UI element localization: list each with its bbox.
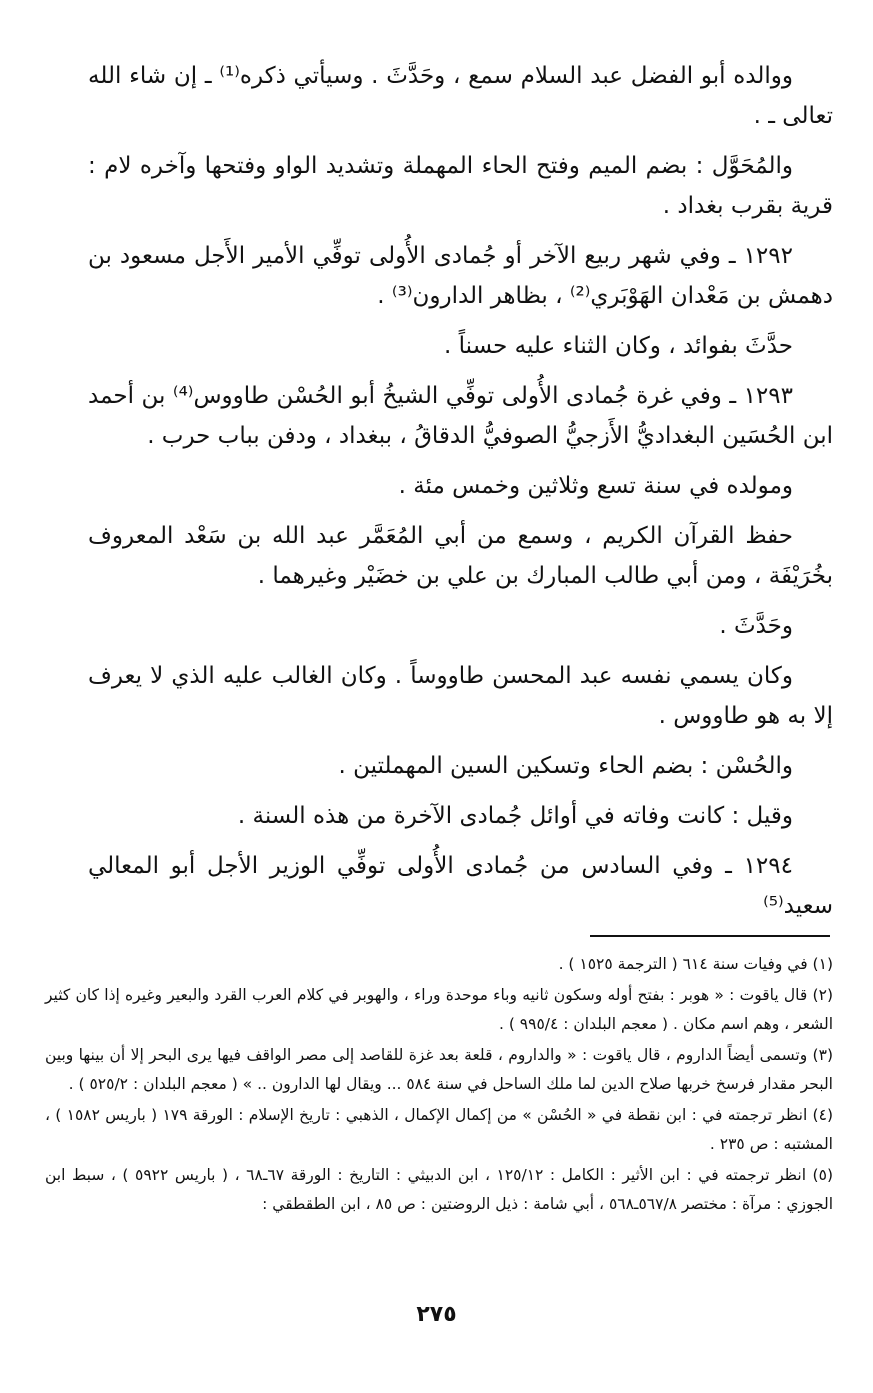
paragraph: حدَّثَ بفوائد ، وكان الثناء عليه حسناً . bbox=[444, 333, 793, 359]
footnote: (٥) انظر ترجمته في : ابن الأثير : الكامل : ١٢٥/١٢ ، ابن الدبيثي : التاريخ : الورقة ٦٧ـ٦٨ ، ( باريس ٥٩٢٢ ) ، سبط ابن الجوزي : مرآة : مختصر ٥٦٧/٨ـ٥٦٨ ، أبي شامة : ذيل الروضتين : ص ٨٥ ، ابن الطقطقي : bbox=[45, 1166, 833, 1213]
paragraph: ١٢٩٤ ـ وفي السادس من جُمادى الأُولى توفِّي الوزير الأجل أبو المعالي سعيد⁽⁵⁾ bbox=[88, 853, 833, 919]
footnote: (٤) انظر ترجمته في : ابن نقطة في « الحُسْن » من إكمال الإكمال ، الذهبي : تاريخ الإسلام : الورقة ١٧٩ ( باريس ١٥٨٢ ) ، المشتبه : ص ٢٣٥ . bbox=[45, 1106, 833, 1153]
paragraph: ومولده في سنة تسع وثلاثين وخمس مئة . bbox=[398, 473, 793, 499]
footnote: (٣) وتسمى أيضاً الداروم ، قال ياقوت : « والداروم ، قلعة بعد غزة للقاصد إلى مصر الواقف فيها يرى البحر إلا أن بينها وبين البحر مقدار فرسخ خربها صلاح الدين لما ملك الساحل في سنة ٥٨٤ ... ويقال لها الدارون .. » ( معجم البلدان : ٥٢٥/٢ ) . bbox=[45, 1046, 833, 1093]
paragraph: ووالده أبو الفضل عبد السلام سمع ، وحَدَّثَ . وسيأتي ذكره⁽¹⁾ ـ إن شاء الله تعالى ـ . bbox=[88, 63, 833, 129]
page-number: ٢٧٥ bbox=[416, 1302, 457, 1327]
paragraph: ١٢٩٢ ـ وفي شهر ربيع الآخر أو جُمادى الأُولى توفِّي الأمير الأَجل مسعود بن دهمش بن مَعْدان الهَوْبَري⁽²⁾ ، بظاهر الدارون⁽³⁾ . bbox=[88, 243, 833, 309]
paragraph: والحُسْن : بضم الحاء وتسكين السين المهملتين . bbox=[338, 753, 793, 779]
footnote: (٢) قال ياقوت : « هوبر : بفتح أوله وسكون ثانيه وباء موحدة وراء ، والهوبر في كلام العرب القرد والبعير وغيره إذا كان كثير الشعر ، وهم اسم مكان . ( معجم البلدان : ٩٩٥/٤ ) . bbox=[45, 986, 833, 1033]
footnotes bbox=[45, 950, 833, 1221]
paragraph: وحَدَّثَ . bbox=[719, 613, 793, 639]
paragraph: حفظ القرآن الكريم ، وسمع من أبي المُعَمَّر عبد الله بن سَعْد المعروف بخُرَيْفَة ، ومن أبي طالب المبارك بن علي بن خضَيْر وغيرهما . bbox=[88, 523, 833, 589]
main-text bbox=[88, 56, 833, 926]
paragraph: وقيل : كانت وفاته في أوائل جُمادى الآخرة من هذه السنة . bbox=[237, 803, 793, 829]
footnote-divider bbox=[590, 935, 830, 937]
paragraph: وكان يسمي نفسه عبد المحسن طاووساً . وكان الغالب عليه الذي لا يعرف إلا به هو طاووس . bbox=[88, 663, 833, 729]
paragraph: ١٢٩٣ ـ وفي غرة جُمادى الأُولى توفِّي الشيخُ أبو الحُسْن طاووس⁽⁴⁾ بن أحمد ابن الحُسَين البغداديُّ الأَزجيُّ الصوفيُّ الدقاقُ ، ببغداد ، ودفن بباب حرب . bbox=[88, 383, 833, 449]
footnote: (١) في وفيات سنة ٦١٤ ( الترجمة ١٥٢٥ ) . bbox=[558, 955, 833, 973]
paragraph: والمُحَوَّل : بضم الميم وفتح الحاء المهملة وتشديد الواو وفتحها وآخره لام : قرية بقرب بغداد . bbox=[88, 153, 833, 219]
